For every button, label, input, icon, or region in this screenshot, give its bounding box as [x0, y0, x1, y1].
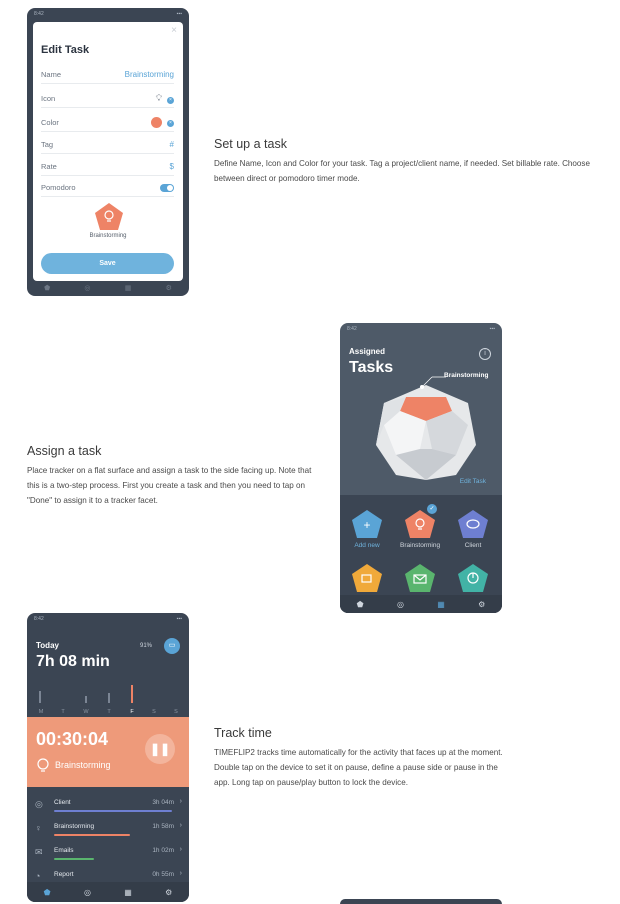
- tile-brainstorming[interactable]: [400, 509, 440, 549]
- setup-body: Define Name, Icon and Color for your task. Tag a project/client name, if needed. Set billable rate. Choose between direct or pomodoro timer mode.: [214, 159, 590, 184]
- track-section: [214, 726, 504, 791]
- tile-coffee[interactable]: [347, 563, 387, 593]
- list-item[interactable]: [27, 843, 189, 867]
- tile-client[interactable]: [453, 509, 493, 549]
- status-bar: 8:42 ▪▪▪: [347, 326, 495, 332]
- task-time: 3h 04m: [152, 799, 174, 806]
- assign-heading: Assign a task: [27, 444, 102, 458]
- tab-bar: [340, 595, 502, 613]
- task-time: 1h 58m: [152, 823, 174, 830]
- tab-bar: [27, 284, 189, 294]
- gear-icon[interactable]: ⚙: [165, 887, 173, 897]
- client-icon: [457, 509, 489, 539]
- color-label: Color: [41, 118, 59, 127]
- info-icon[interactable]: i: [479, 348, 491, 360]
- assign-body: Place tracker on a flat surface and assign a task to the side facing up. Note that this is a two-step process. First you create a task and then you need to tap on "Done" to assign it to a tracker facet.: [27, 466, 312, 506]
- tab-bar: [27, 882, 189, 902]
- tag-value[interactable]: #: [169, 140, 174, 149]
- home-icon[interactable]: ⬟: [43, 887, 51, 897]
- plus-icon: [351, 509, 383, 539]
- timer-icon[interactable]: ◎: [83, 887, 91, 897]
- edit-task-link[interactable]: Edit Task: [459, 478, 486, 485]
- chevron-right-icon: ›: [179, 846, 182, 853]
- task-name: Report: [54, 871, 74, 878]
- name-label: Name: [41, 70, 62, 79]
- callout-label: Brainstorming: [444, 372, 489, 379]
- rate-field[interactable]: [41, 158, 174, 176]
- color-field[interactable]: [41, 114, 174, 132]
- callout-line: [420, 375, 446, 389]
- status-bar: 8:42 ▪▪▪: [34, 11, 182, 17]
- grid-icon[interactable]: ▦: [437, 599, 445, 609]
- icon-field[interactable]: [41, 90, 174, 108]
- day-label: S: [152, 709, 156, 715]
- tag-label: Tag: [41, 140, 54, 149]
- rate-value[interactable]: $: [169, 162, 174, 171]
- task-time: 0h 55m: [152, 871, 174, 878]
- day-label: W: [83, 709, 89, 715]
- pause-button[interactable]: ❚❚: [145, 734, 175, 764]
- day-bar: [39, 691, 41, 703]
- track-heading: Track time: [214, 726, 272, 740]
- chart-icon: ◔: [35, 871, 41, 881]
- day-bar: [108, 693, 110, 703]
- current-task-label: Brainstorming: [55, 760, 111, 770]
- next-phone-stub: [340, 899, 502, 904]
- tile-email[interactable]: [400, 563, 440, 593]
- day-label: T: [61, 709, 65, 715]
- total-time: 7h 08 min: [36, 653, 110, 670]
- timer-icon[interactable]: ◎: [396, 599, 404, 609]
- task-preview-icon: [94, 202, 124, 231]
- save-button[interactable]: Save: [41, 253, 174, 274]
- chat-icon[interactable]: ▭: [164, 638, 180, 654]
- grid-icon[interactable]: ▦: [124, 285, 132, 292]
- active-timer-card: [27, 717, 189, 787]
- pomodoro-toggle[interactable]: [160, 184, 174, 192]
- lightbulb-icon: ♀: [35, 823, 42, 833]
- clear-icon[interactable]: ×: [167, 97, 174, 104]
- rate-label: Rate: [41, 162, 57, 171]
- tile-add-new[interactable]: [347, 509, 387, 549]
- name-value[interactable]: Brainstorming: [124, 70, 174, 79]
- lightbulb-icon: 💡︎: [155, 93, 162, 103]
- modal-title: Edit Task: [41, 44, 90, 56]
- edit-task-phone: [27, 8, 189, 296]
- tile-label: Brainstorming: [400, 542, 441, 549]
- gear-icon[interactable]: ⚙: [478, 599, 486, 609]
- timer-icon[interactable]: ◎: [84, 285, 91, 292]
- status-bar: 8:42 ▪▪▪: [34, 616, 182, 622]
- day-label: T: [107, 709, 111, 715]
- coffee-icon: [351, 563, 383, 593]
- client-icon: ◎: [35, 799, 43, 809]
- tracker-dodecahedron: [376, 385, 476, 480]
- preview-label: Brainstorming: [89, 233, 127, 239]
- grid-icon[interactable]: ▦: [124, 887, 132, 897]
- home-icon[interactable]: ⬟: [44, 285, 51, 292]
- icon-label: Icon: [41, 94, 56, 103]
- battery-level: 91%: [139, 643, 152, 649]
- pomodoro-field[interactable]: [41, 179, 174, 197]
- day-bar: [131, 685, 133, 703]
- chevron-right-icon: ›: [179, 870, 182, 877]
- day-label: F: [130, 709, 134, 715]
- tile-label: Add new: [354, 542, 380, 549]
- color-swatch[interactable]: [151, 117, 162, 128]
- chart-icon: [457, 563, 489, 593]
- tag-field[interactable]: [41, 136, 174, 154]
- assign-section: [27, 444, 317, 509]
- lightbulb-icon: [37, 758, 49, 774]
- task-list: [27, 795, 189, 891]
- chevron-right-icon: ›: [179, 798, 182, 805]
- gear-icon[interactable]: ⚙: [165, 285, 172, 292]
- close-icon[interactable]: ×: [171, 25, 177, 36]
- clear-icon[interactable]: ×: [167, 120, 174, 127]
- home-icon[interactable]: ⬟: [356, 599, 364, 609]
- task-name: Client: [54, 799, 71, 806]
- assigned-tasks-phone: [340, 323, 502, 613]
- task-share-bar: [54, 858, 94, 860]
- task-time: 1h 02m: [152, 847, 174, 854]
- chevron-right-icon: ›: [179, 822, 182, 829]
- day-bar: [85, 696, 87, 703]
- tile-report[interactable]: [453, 563, 493, 593]
- tile-label: Client: [464, 542, 482, 549]
- name-field[interactable]: [41, 66, 174, 84]
- week-chart: [36, 677, 180, 715]
- task-name: Emails: [54, 847, 74, 854]
- pomodoro-label: Pomodoro: [41, 183, 76, 192]
- setup-section: [214, 137, 610, 186]
- assigned-subtitle: Assigned: [349, 347, 386, 356]
- list-item[interactable]: [27, 795, 189, 819]
- page-title: Tasks: [349, 359, 394, 376]
- setup-heading: Set up a task: [214, 137, 287, 151]
- list-item[interactable]: [27, 819, 189, 843]
- track-time-phone: [27, 613, 189, 902]
- today-label: Today: [36, 641, 59, 650]
- task-share-bar: [54, 834, 130, 836]
- track-body: TIMEFLIP2 tracks time automatically for the activity that faces up at the moment. Double tap on the device to set it on pause, define a pause side or pause in the app. Long tap on pause/play button to lock the device.: [214, 748, 503, 788]
- day-label: M: [38, 709, 44, 715]
- edit-task-modal: [33, 22, 183, 281]
- mail-icon: [404, 563, 436, 593]
- day-label: S: [174, 709, 178, 715]
- mail-icon: ✉: [35, 847, 43, 857]
- check-icon: ✓: [427, 504, 437, 514]
- timer-display: 00:30:04: [36, 729, 109, 749]
- task-share-bar: [54, 810, 172, 812]
- svg-text:+: +: [363, 518, 371, 532]
- task-name: Brainstorming: [54, 823, 95, 830]
